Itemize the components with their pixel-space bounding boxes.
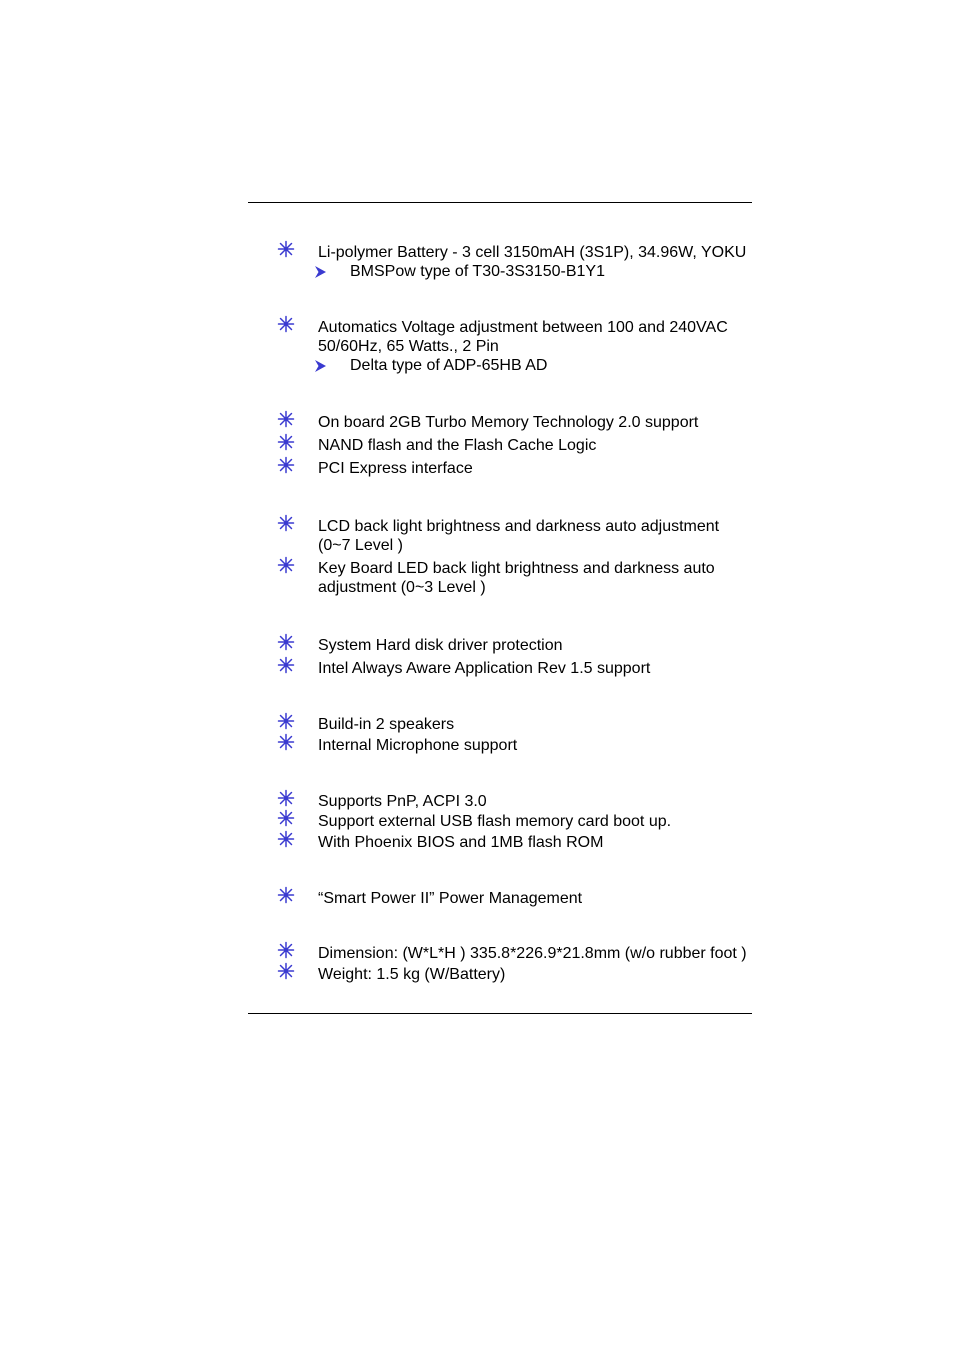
snowflake-bullet-icon (277, 315, 295, 333)
snowflake-bullet-icon (277, 514, 295, 532)
list-item (0, 944, 954, 963)
snowflake-bullet-icon (277, 830, 295, 848)
snowflake-bullet-icon (277, 456, 295, 474)
list-item (0, 659, 954, 678)
list-item (0, 833, 954, 852)
always-aware-text: Intel Always Aware Application Rev 1.5 support (318, 660, 651, 677)
light-sensor-section (0, 517, 954, 597)
weight-text: Weight: 1.5 kg (W/Battery) (318, 966, 506, 983)
list-item (0, 965, 954, 984)
snowflake-bullet-icon (277, 433, 295, 451)
list-item (0, 436, 954, 455)
audio-section (0, 715, 954, 755)
sub-list-item (0, 356, 954, 375)
snowflake-bullet-icon (277, 941, 295, 959)
bottom-rule (248, 1013, 752, 1014)
nand-flash-text: NAND flash and the Flash Cache Logic (318, 437, 597, 454)
list-item (0, 517, 954, 555)
snowflake-bullet-icon (277, 556, 295, 574)
snowflake-bullet-icon (277, 886, 295, 904)
list-item (0, 636, 954, 655)
snowflake-bullet-icon (277, 633, 295, 651)
arrowhead-bullet-icon (313, 265, 327, 279)
keyboard-led-text: Key Board LED back light brightness and darkness auto adjustment (0~3 Level ) (318, 560, 715, 596)
physical-section (0, 944, 954, 984)
power-management-section (0, 889, 954, 908)
adapter-text: Automatics Voltage adjustment between 100 and 240VAC 50/60Hz, 65 Watts., 2 Pin (318, 319, 728, 355)
list-item (0, 559, 954, 597)
list-item (0, 318, 954, 356)
lcd-backlight-text: LCD back light brightness and darkness auto adjustment (0~7 Level ) (318, 518, 720, 554)
snowflake-bullet-icon (277, 712, 295, 730)
list-item (0, 413, 954, 432)
snowflake-bullet-icon (277, 733, 295, 751)
smart-power-text: “Smart Power II” Power Management (318, 890, 583, 907)
list-item (0, 812, 954, 831)
list-item (0, 715, 954, 734)
protection-section (0, 636, 954, 678)
snowflake-bullet-icon (277, 410, 295, 428)
bios-section (0, 792, 954, 852)
list-item (0, 736, 954, 755)
speakers-text: Build-in 2 speakers (318, 716, 455, 733)
usb-boot-text: Support external USB flash memory card boot up. (318, 813, 672, 830)
battery-section (0, 243, 954, 281)
dimension-text: Dimension: (W*L*H ) 335.8*226.9*21.8mm (w/o rubber foot ) (318, 945, 747, 962)
list-item (0, 459, 954, 478)
snowflake-bullet-icon (277, 962, 295, 980)
turbo-memory-text: On board 2GB Turbo Memory Technology 2.0 support (318, 414, 699, 431)
microphone-text: Internal Microphone support (318, 737, 518, 754)
list-item (0, 792, 954, 811)
hdd-protection-text: System Hard disk driver protection (318, 637, 563, 654)
list-item (0, 889, 954, 908)
battery-sub-text: BMSPow type of T30-3S3150-B1Y1 (350, 263, 605, 280)
battery-text: Li-polymer Battery - 3 cell 3150mAH (3S1P), 34.96W, YOKU (318, 244, 747, 261)
arrowhead-bullet-icon (313, 359, 327, 373)
snowflake-bullet-icon (277, 656, 295, 674)
adapter-section (0, 318, 954, 375)
sub-list-item (0, 262, 954, 281)
snowflake-bullet-icon (277, 240, 295, 258)
pci-express-text: PCI Express interface (318, 460, 473, 477)
pnp-acpi-text: Supports PnP, ACPI 3.0 (318, 793, 487, 810)
top-rule (248, 202, 752, 203)
turbo-memory-section (0, 413, 954, 478)
snowflake-bullet-icon (277, 789, 295, 807)
adapter-sub-text: Delta type of ADP-65HB AD (350, 357, 548, 374)
phoenix-bios-text: With Phoenix BIOS and 1MB flash ROM (318, 834, 604, 851)
list-item (0, 243, 954, 262)
snowflake-bullet-icon (277, 809, 295, 827)
